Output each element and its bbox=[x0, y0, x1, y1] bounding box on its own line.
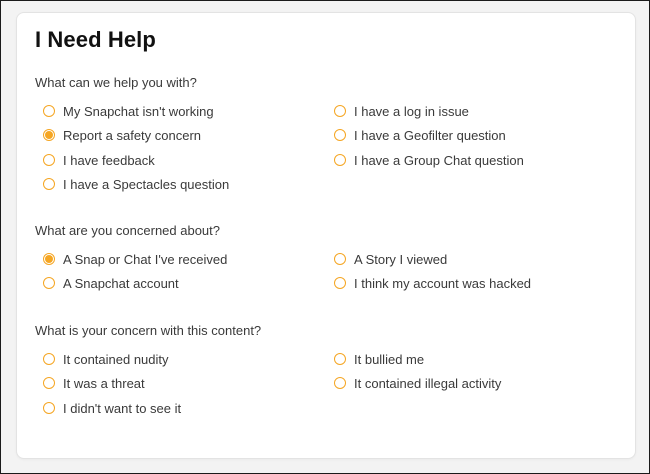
option-geofilter-question[interactable] bbox=[334, 125, 506, 145]
radio-button[interactable] bbox=[334, 377, 346, 389]
option-spectacles-question[interactable] bbox=[43, 174, 229, 194]
option-label: It was a threat bbox=[63, 375, 145, 391]
radio-button[interactable] bbox=[334, 129, 346, 141]
radio-button[interactable] bbox=[334, 353, 346, 365]
option-feedback[interactable] bbox=[43, 150, 155, 170]
option-snapchat-account[interactable] bbox=[43, 273, 179, 293]
option-log-in-issue[interactable] bbox=[334, 101, 469, 121]
radio-button[interactable] bbox=[43, 178, 55, 190]
radio-button[interactable] bbox=[334, 154, 346, 166]
option-contained-nudity[interactable] bbox=[43, 349, 169, 369]
radio-button[interactable] bbox=[43, 277, 55, 289]
radio-button[interactable] bbox=[334, 105, 346, 117]
option-report-safety-concern[interactable] bbox=[43, 125, 201, 145]
help-form-card bbox=[16, 12, 636, 459]
radio-button[interactable] bbox=[43, 402, 55, 414]
option-snap-or-chat-received[interactable] bbox=[43, 249, 227, 269]
option-label: I didn't want to see it bbox=[63, 400, 182, 416]
option-label: It contained illegal activity bbox=[354, 375, 502, 391]
radio-button[interactable] bbox=[334, 277, 346, 289]
radio-button[interactable] bbox=[43, 353, 55, 365]
option-label: I have a Geofilter question bbox=[354, 127, 506, 143]
option-story-viewed[interactable] bbox=[334, 249, 447, 269]
option-label: Report a safety concern bbox=[63, 127, 202, 143]
option-label: A Snapchat account bbox=[63, 275, 179, 291]
option-group-chat-question[interactable] bbox=[334, 150, 524, 170]
option-label: I have a log in issue bbox=[354, 103, 469, 119]
question-concern-about: What are you concerned about? bbox=[35, 223, 221, 238]
option-was-threat[interactable] bbox=[43, 373, 145, 393]
radio-button[interactable] bbox=[43, 377, 55, 389]
option-illegal-activity[interactable] bbox=[334, 373, 501, 393]
question-help-topic: What can we help you with? bbox=[35, 75, 197, 90]
option-label: A Story I viewed bbox=[354, 251, 448, 267]
option-label: A Snap or Chat I've received bbox=[63, 251, 228, 267]
page-title: I Need Help bbox=[35, 27, 156, 52]
option-label: It contained nudity bbox=[63, 351, 169, 367]
radio-button[interactable] bbox=[43, 129, 55, 141]
option-label: It bullied me bbox=[354, 351, 425, 367]
option-account-hacked[interactable] bbox=[334, 273, 531, 293]
option-didnt-want-to-see[interactable] bbox=[43, 398, 181, 418]
radio-button[interactable] bbox=[43, 105, 55, 117]
option-bullied-me[interactable] bbox=[334, 349, 424, 369]
option-label: I have a Spectacles question bbox=[63, 176, 230, 192]
radio-button[interactable] bbox=[43, 154, 55, 166]
radio-button[interactable] bbox=[334, 253, 346, 265]
option-label: I have feedback bbox=[63, 152, 155, 168]
option-label: My Snapchat isn't working bbox=[63, 103, 214, 119]
option-label: I have a Group Chat question bbox=[354, 152, 524, 168]
radio-button[interactable] bbox=[43, 253, 55, 265]
option-label: I think my account was hacked bbox=[354, 275, 532, 291]
question-concern-with-content: What is your concern with this content? bbox=[35, 323, 262, 338]
option-snapchat-not-working[interactable] bbox=[43, 101, 214, 121]
